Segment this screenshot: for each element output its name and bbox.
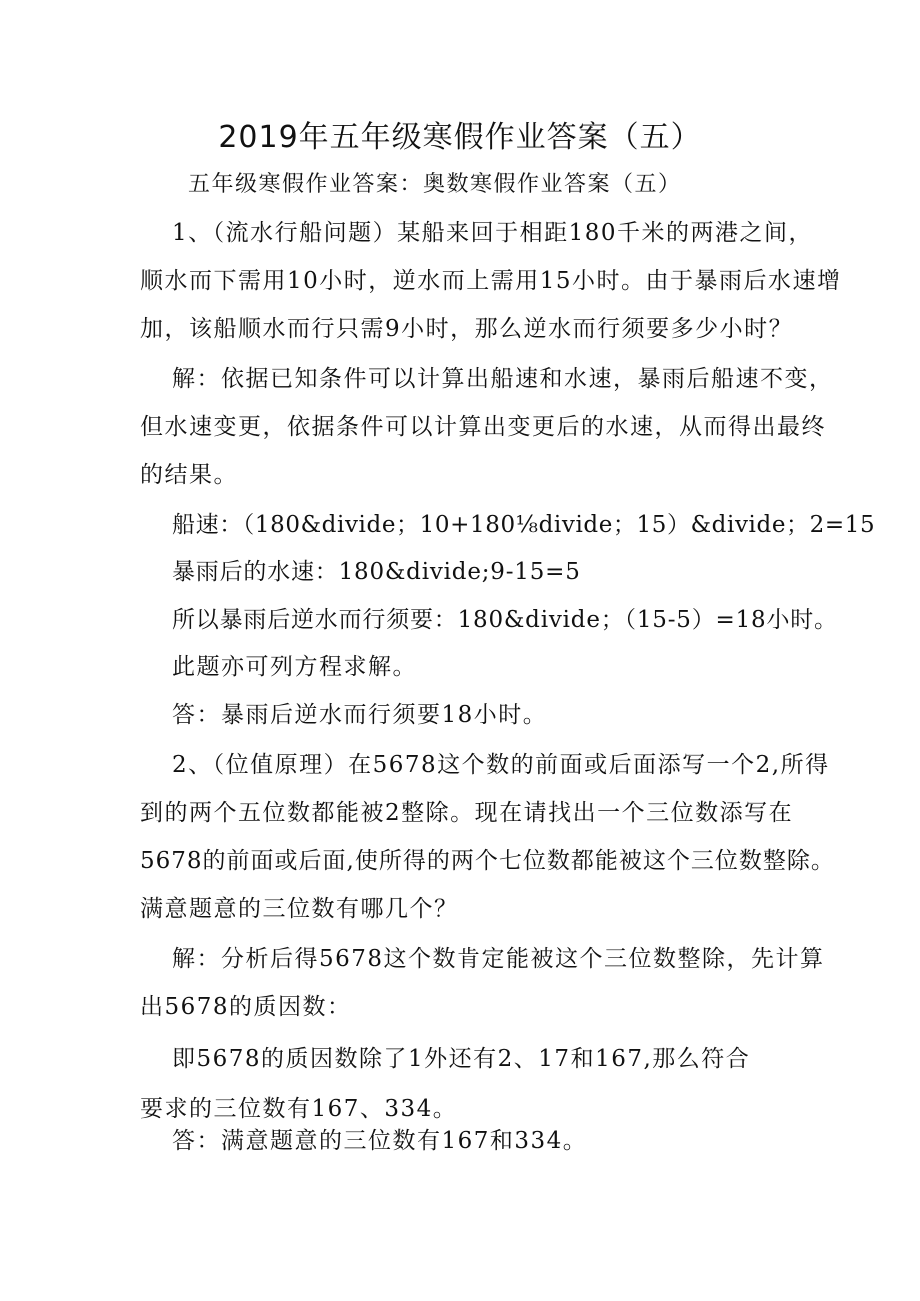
problem1-solution-line-3: 的结果。 bbox=[140, 462, 238, 488]
problem1-line-3: 加，该船顺水而行只需9小时，那么逆水而行须要多少小时？ bbox=[140, 316, 794, 342]
problem2-solution-line-2: 出5678的质因数： bbox=[140, 994, 352, 1020]
problem1-answer: 答：暴雨后逆水而行须要18小时。 bbox=[172, 702, 548, 728]
problem2-line-4: 满意题意的三位数有哪几个？ bbox=[140, 896, 459, 922]
problem2-detail-line-1: 即5678的质因数除了1外还有2、17和167,那么符合 bbox=[172, 1046, 751, 1072]
problem1-solution-line-1: 解：依据已知条件可以计算出船速和水速，暴雨后船速不变， bbox=[172, 366, 834, 392]
problem2-line-2: 到的两个五位数都能被2整除。现在请找出一个三位数添写在 bbox=[140, 800, 794, 826]
problem1-step-note: 此题亦可列方程求解。 bbox=[172, 654, 417, 680]
problem2-line-3: 5678的前面或后面,使所得的两个七位数都能被这个三位数整除。 bbox=[140, 848, 835, 874]
problem1-line-1: 1、（流水行船问题）某船来回于相距180千米的两港之间， bbox=[172, 220, 814, 246]
problem1-step-boat-speed: 船速：（180&divide；10+180⅛divide；15）&divide；2=15 bbox=[172, 512, 876, 538]
problem2-solution-line-1: 解：分析后得5678这个数肯定能被这个三位数整除，先计算 bbox=[172, 946, 825, 972]
problem1-step-upstream-time: 所以暴雨后逆水而行须要：180&divide；（15-5）=18小时。 bbox=[172, 607, 838, 633]
problem2-line-1: 2、（位值原理）在5678这个数的前面或后面添写一个2,所得 bbox=[172, 752, 830, 778]
document-subtitle: 五年级寒假作业答案：奥数寒假作业答案（五） bbox=[188, 172, 682, 197]
problem1-line-2: 顺水而下需用10小时，逆水而上需用15小时。由于暴雨后水速增 bbox=[140, 268, 842, 294]
document-title: 2019年五年级寒假作业答案（五） bbox=[218, 120, 702, 155]
problem1-step-water-speed: 暴雨后的水速：180&divide;9-15=5 bbox=[172, 559, 581, 585]
problem2-answer: 答：满意题意的三位数有167和334。 bbox=[172, 1128, 588, 1154]
problem1-solution-line-2: 但水速变更，依据条件可以计算出变更后的水速，从而得出最终 bbox=[140, 414, 826, 440]
problem2-detail-line-2: 要求的三位数有167、334。 bbox=[140, 1096, 458, 1122]
